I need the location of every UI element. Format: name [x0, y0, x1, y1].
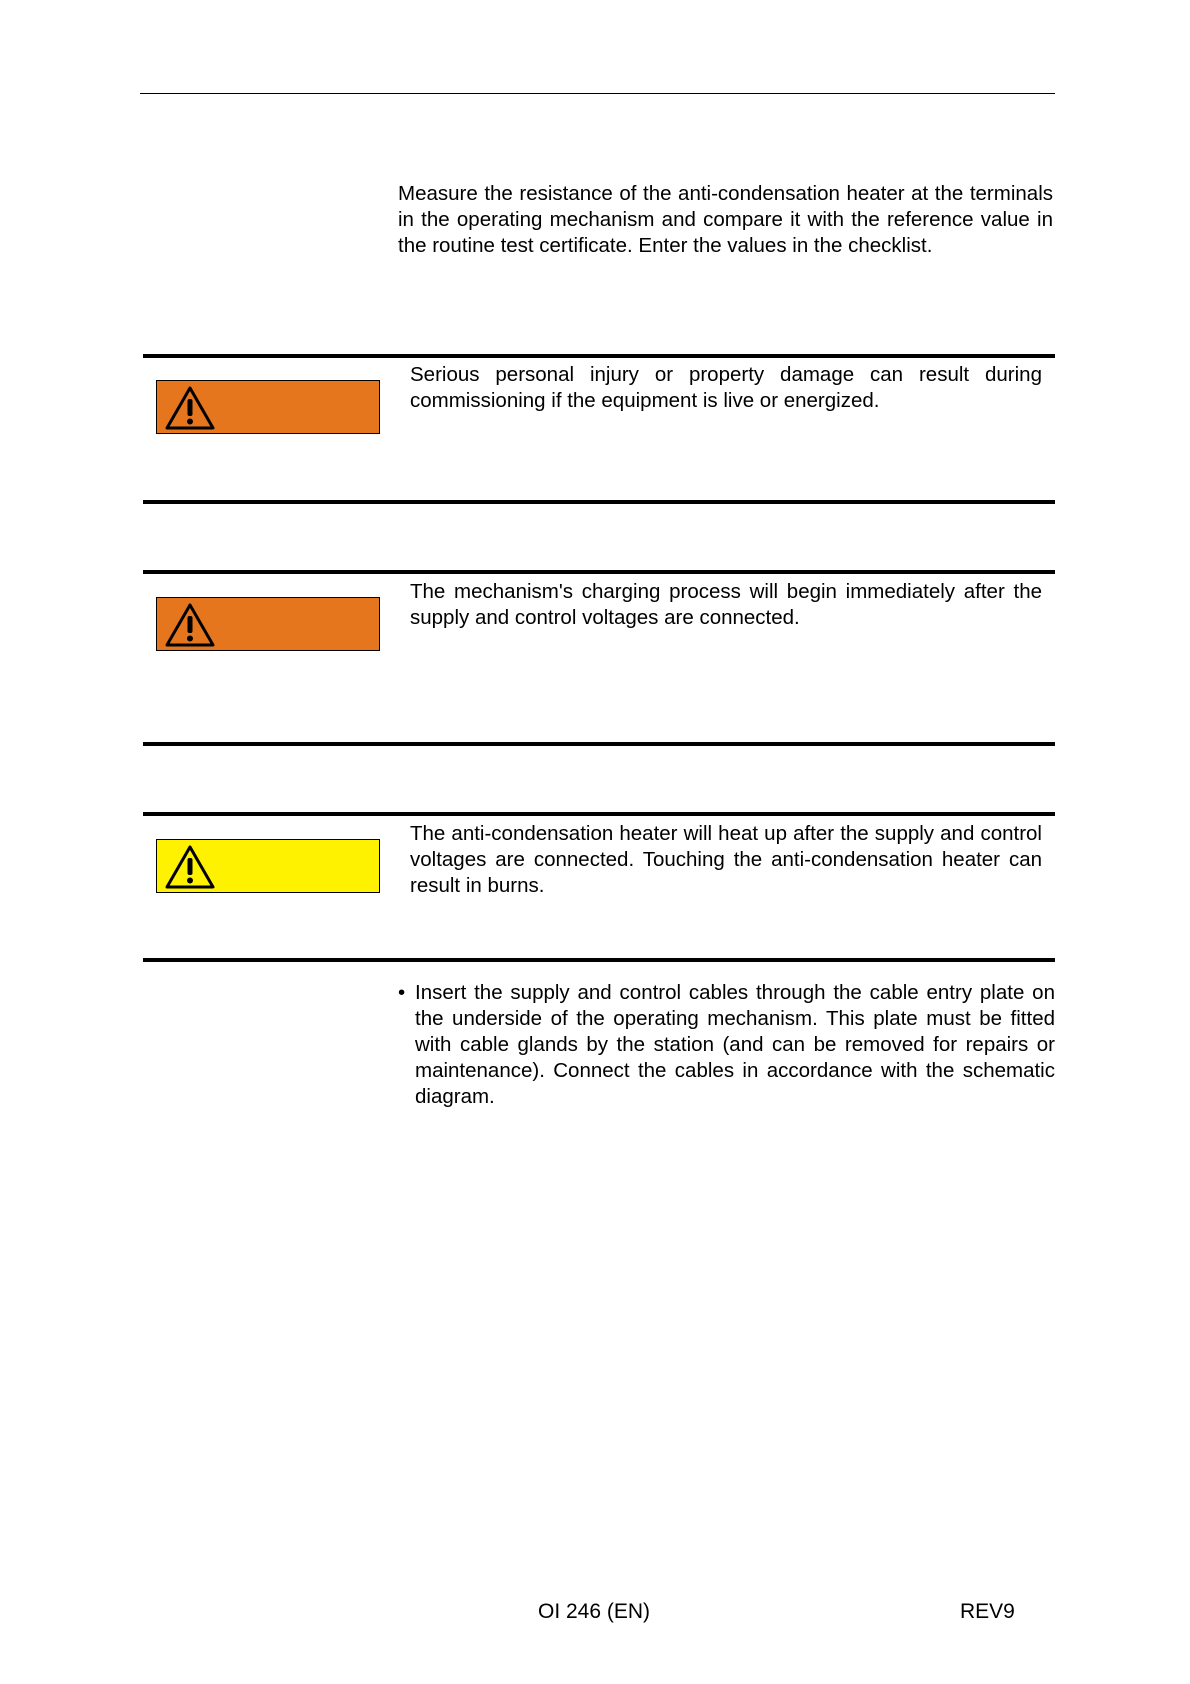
warning-triangle-icon	[163, 384, 217, 432]
warning-1-sign	[156, 380, 380, 434]
bullet-marker: •	[398, 981, 406, 1004]
warning-3-sign	[156, 839, 380, 893]
intro-paragraph: Measure the resistance of the anti-condensation heater at the terminals in the operating mechanism and compare it with the reference value in the routine test certificate. Enter the values in the checklist.	[398, 182, 1053, 257]
warning-3-bottom-rule	[143, 958, 1055, 962]
footer-revision: REV9	[960, 1600, 1015, 1623]
warning-2-top-rule	[143, 570, 1055, 574]
warning-3-top-rule	[143, 812, 1055, 816]
bullet-text: Insert the supply and control cables through the cable entry plate on the underside of the operating mechanism. This plate must be fitted with cable glands by the station (and can be removed for repairs or maintenance). Connect the cables in accordance with the schematic diagram.	[415, 981, 1055, 1108]
warning-2-bottom-rule	[143, 742, 1055, 746]
warning-1-top-rule	[143, 354, 1055, 358]
warning-2-text: The mechanism's charging process will begin immediately after the supply and control voltages are connected.	[410, 580, 1042, 629]
footer-doc-id: OI 246 (EN)	[538, 1600, 651, 1623]
warning-triangle-icon	[163, 601, 217, 649]
warning-3-text: The anti-condensation heater will heat up after the supply and control voltages are connected. Touching the anti-condensation heater can result in burns.	[410, 822, 1042, 897]
warning-triangle-icon	[163, 843, 217, 891]
warning-1-text: Serious personal injury or property damage can result during commissioning if the equipment is live or energized.	[410, 363, 1042, 412]
warning-1-bottom-rule	[143, 500, 1055, 504]
header-rule	[140, 93, 1055, 94]
warning-2-sign	[156, 597, 380, 651]
